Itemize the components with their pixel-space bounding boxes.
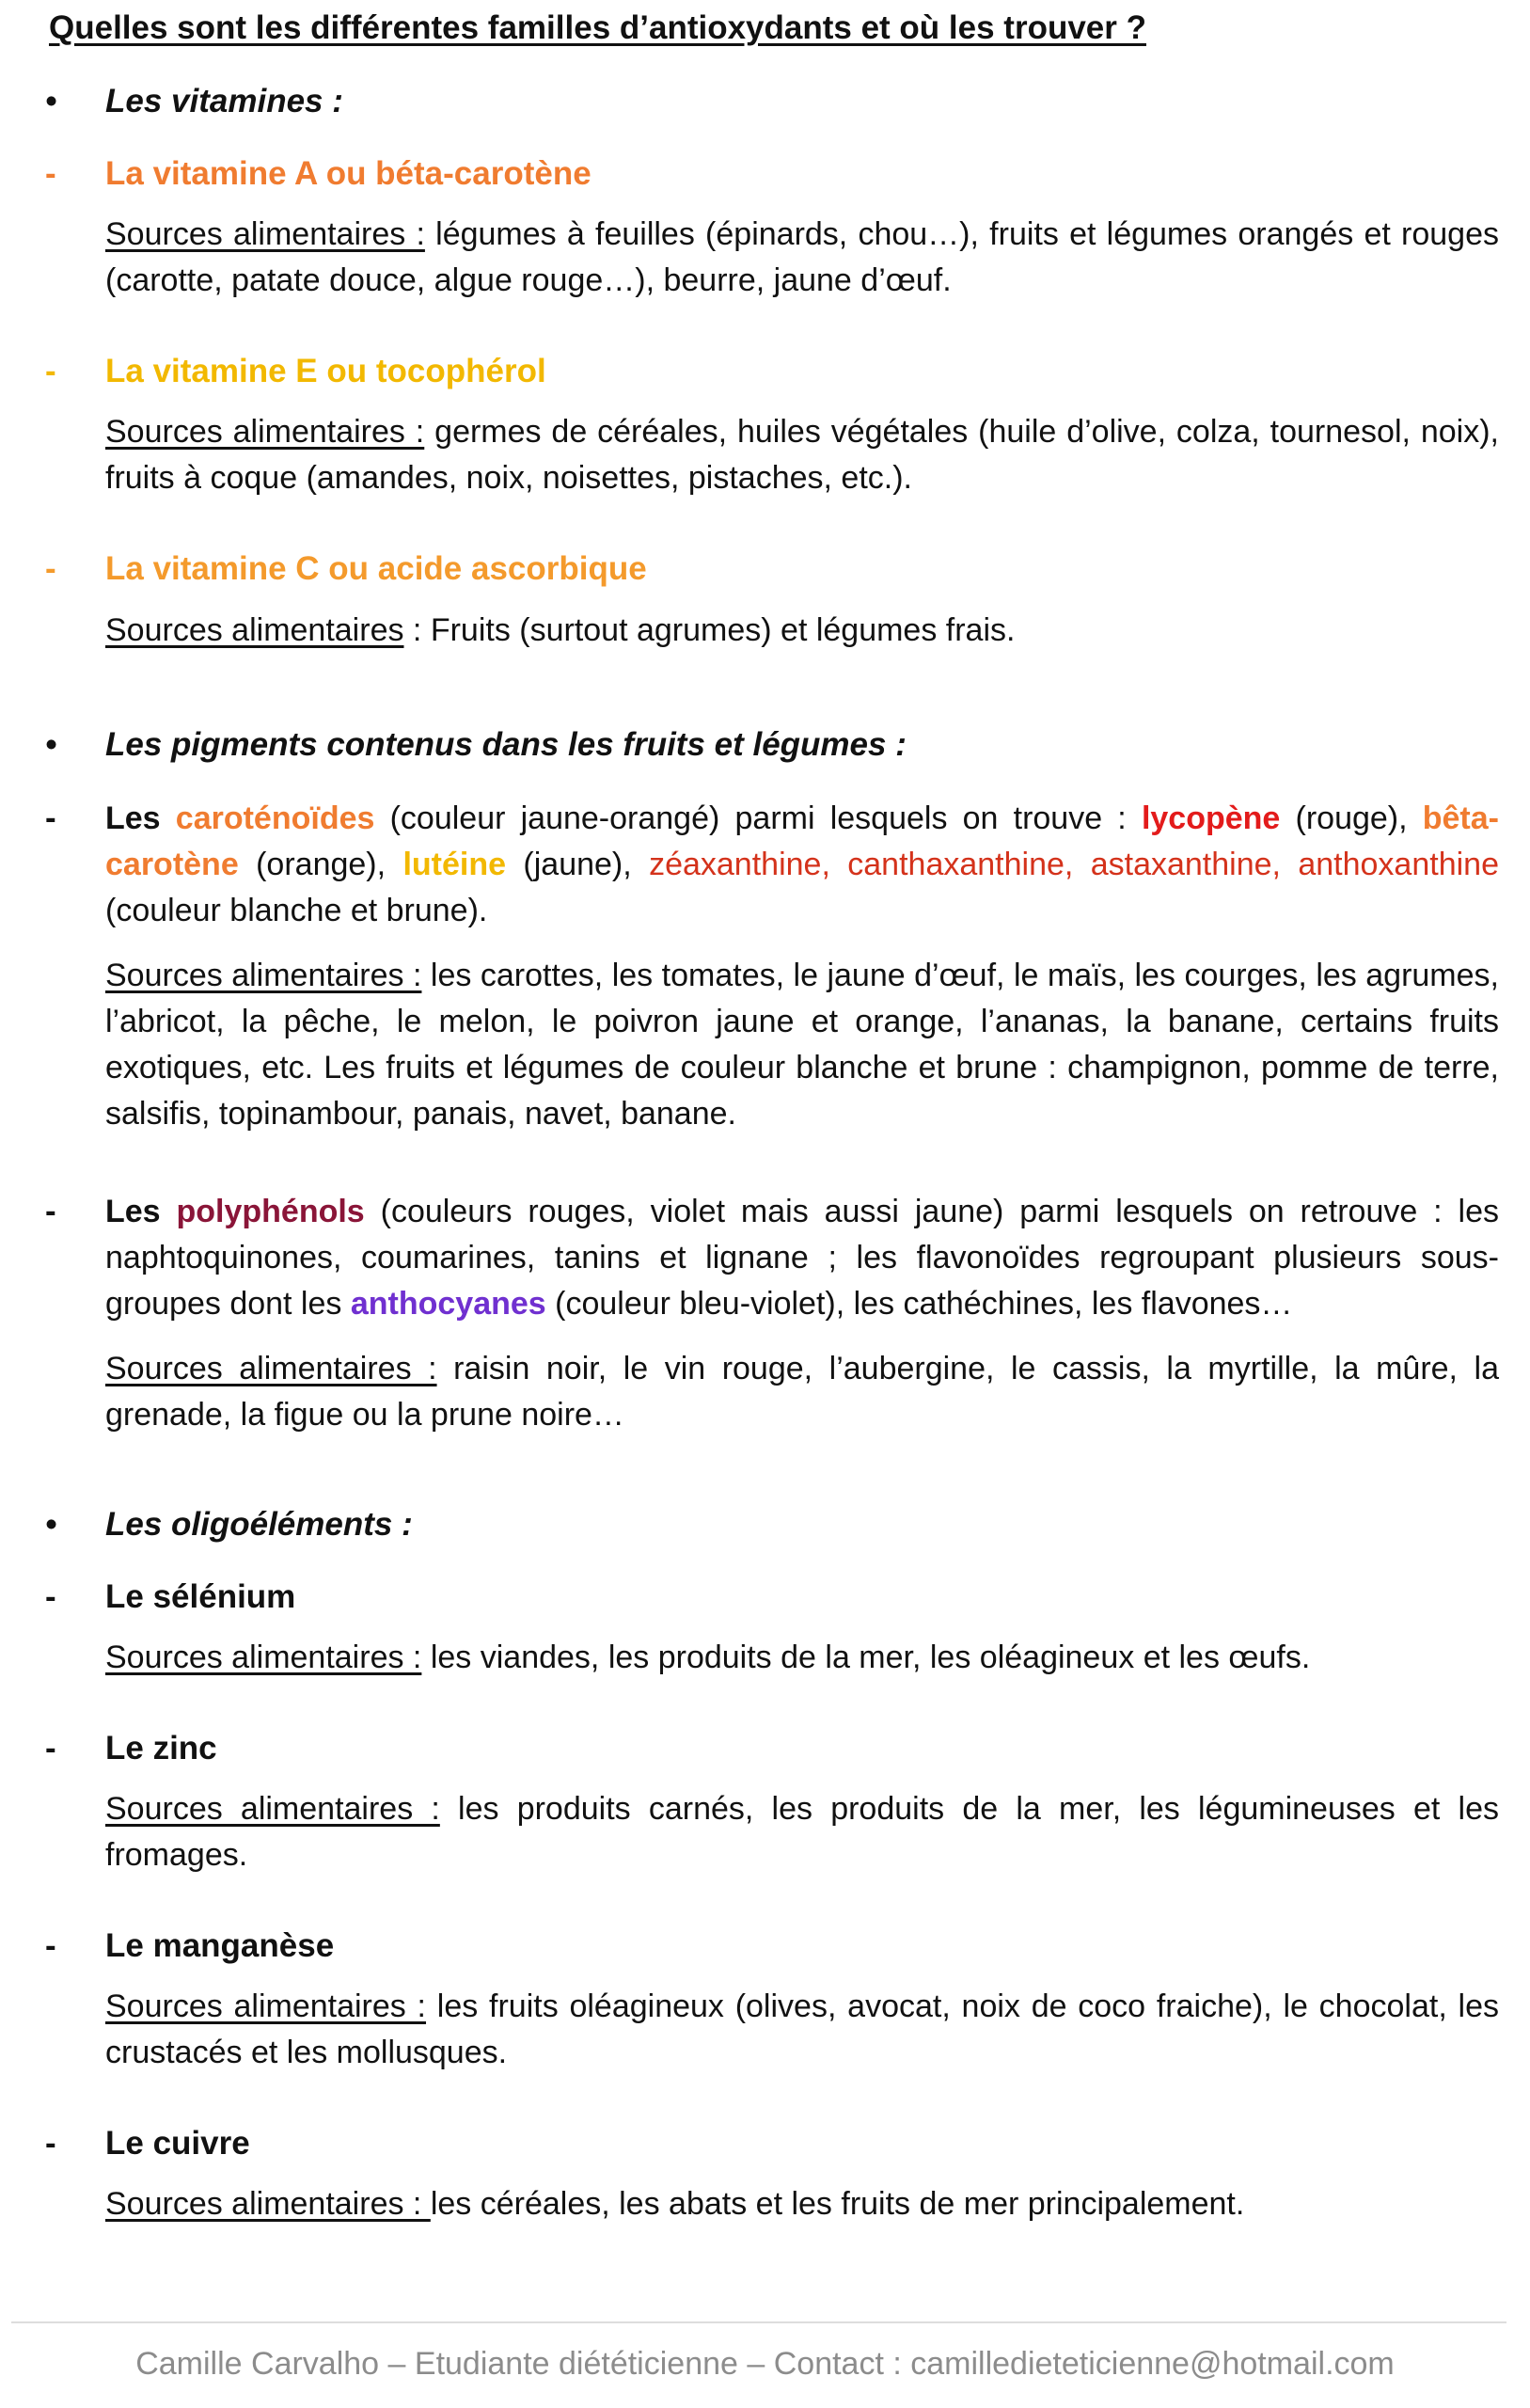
- sources-vitamin-e: [105, 409, 1499, 501]
- bullet-icon: •: [45, 726, 57, 763]
- sources-text: raisin noir, le vin rouge, l’aubergine, le cassis, la myrtille, la mûre, la grenade, la figue ou la prune noire…: [105, 1351, 1499, 1433]
- bullet-icon: •: [45, 1506, 57, 1543]
- sources-text: les produits carnés, les produits de la mer, les légumineuses et les fromages.: [105, 1791, 1499, 1873]
- item-label: La vitamine A ou béta-carotène: [105, 155, 591, 192]
- carotenoids-term: caroténoïdes: [175, 800, 375, 836]
- sources-text: les carottes, les tomates, le jaune d’œuf, le maïs, les courges, les agrumes, l’abricot, la pêche, le melon, le poivron jaune et orange, l’ananas, la banane, certains fruits exotiques, etc. Les fruits et légumes de couleur blanche et brune : champignon, pomme de terre, salsifis, topinambour, panais, navet, banane.: [105, 958, 1499, 1132]
- sources-vitamin-a: [105, 212, 1499, 304]
- item-label: Le cuivre: [105, 2125, 250, 2162]
- sources-vitamin-c: [105, 608, 1499, 654]
- anthocyanes-term: anthocyanes: [350, 1286, 546, 1322]
- sources-text: les céréales, les abats et les fruits de mer principalement.: [430, 2186, 1245, 2222]
- other-carotenoids-terms: zéaxanthine, canthaxanthine, astaxanthine, anthoxanthine: [649, 847, 1499, 882]
- luteine-term: lutéine: [402, 847, 507, 882]
- dash-marker: -: [45, 155, 56, 192]
- dash-marker: -: [45, 353, 56, 389]
- sources-label: Sources alimentaires :: [105, 1640, 422, 1675]
- sources-text: les viandes, les produits de la mer, les oléagineux et les œufs.: [421, 1640, 1311, 1675]
- dash-marker: -: [45, 1193, 56, 1229]
- sources-manganese: [105, 1984, 1499, 2076]
- dash-marker: -: [45, 550, 56, 587]
- dash-marker: -: [45, 800, 56, 836]
- page-title: Quelles sont les différentes familles d’antioxydants et où les trouver ?: [49, 9, 1146, 46]
- carotenoids-description: Les caroténoïdes (couleur jaune-orangé) parmi lesquels on trouve : lycopène (rouge), bêta-carotène (orange), lutéine (jaune), zéaxanthine, canthaxanthine, astaxanthine, anthoxanthine (couleur blanche et brune).: [105, 800, 1499, 928]
- polyphenols-term: polyphénols: [176, 1194, 365, 1229]
- sources-label: Sources alimentaires :: [105, 2186, 431, 2222]
- dash-marker: -: [45, 1730, 56, 1766]
- sources-text: germes de céréales, huiles végétales (huile d’olive, colza, tournesol, noix), fruits à coque (amandes, noix, noisettes, pistaches, etc.).: [105, 414, 1499, 496]
- sources-text: légumes à feuilles (épinards, chou…), fruits et légumes orangés et rouges (carotte, patate douce, algue rouge…), beurre, jaune d’œuf.: [105, 216, 1499, 298]
- sources-label: Sources alimentaires :: [105, 958, 422, 993]
- document-page: Quelles sont les différentes familles d’antioxydants et où les trouver ? • Les vitamines : - La vitamine A ou béta-carotène Sources alimentaires : légumes à feuilles (épinards, chou…), fruits et légumes orangés et rouges (carotte, patate douce, algue rouge…), beurre, jaune d’œuf. - La vitamine E ou tocophérol Sources alimentaires : germes de céréales, huiles végétales (huile d’olive, colza, tournesol, noix), fruits à coque (amandes, noix, noisettes, pistaches, etc.). - La vitamine C ou acide ascorbique Sources alimentaires : Fruits (surtout agrumes) et légumes frais. • Les pigments contenus dans les fruits et légumes : - Les caroténoïdes (couleur jaune-orangé) parmi lesquels on trouve : lycopène (rouge), bêta-carotène (orange), lutéine (jaune), zéaxanthine, canthaxanthine, astaxanthine, anthoxanthine (couleur blanche et brune). Sources alimentaires : les carottes, les tomates, le jaune d’œuf, le maïs, les courges, les agrumes, l’abricot, la pêche, le melon, le poivron jaune et orange, l’ananas, la banane, certains fruits exotiques, etc. Les fruits et légumes de couleur blanche et brune : champignon, pomme de terre, salsifis, topinambour, panais, navet, banane. - Les polyphénols (couleurs rouges, violet mais aussi jaune) parmi lesquels on retrouve : les naphtoquinones, coumarines, tanins et lignane ; les flavonoïdes regroupant plusieurs sous-groupes dont les anthocyanes (couleur bleu-violet), les cathéchines, les flavones… Sources alimentaires : raisin noir, le vin rouge, l’aubergine, le cassis, la myrtille, la mûre, la grenade, la figue ou la prune noire… • Les oligoéléments : - Le sélénium Sources alimentaires : les viandes, les produits de la mer, les oléagineux et les œufs. - Le zinc Sources alimentaires : les produits carnés, les produits de la mer, les légumineuses et les fromages. - Le manganèse Sources alimentaires : les fruits oléagineux (olives, avocat, noix de coco fraiche), le chocolat, les crustacés et les mollusques. - Le cuivre Sources alimentaires : les céréales, les abats et les fruits de mer principalement. Camille Carvalho – Etudiante diététicienne – Contact : camilledieteticienne@hotmail.com: [0, 0, 1530, 2408]
- sources-selenium: [105, 1635, 1499, 1681]
- sources-label: Sources alimentaires :: [105, 1988, 427, 2024]
- item-label: Le sélénium: [105, 1578, 296, 1615]
- item-label: La vitamine E ou tocophérol: [105, 353, 546, 389]
- sources-cuivre: [105, 2181, 1499, 2227]
- sources-label: Sources alimentaires :: [105, 1351, 437, 1386]
- dash-marker: -: [45, 2125, 56, 2162]
- dash-marker: -: [45, 1578, 56, 1615]
- sources-text: : Fruits (surtout agrumes) et légumes frais.: [403, 612, 1016, 648]
- footer-divider: [11, 2321, 1506, 2323]
- sources-zinc: [105, 1786, 1499, 1878]
- item-label: Le manganèse: [105, 1927, 335, 1964]
- item-label: Le zinc: [105, 1730, 217, 1766]
- betacarotene-term: bêta-carotène: [105, 800, 1499, 882]
- sources-label: Sources alimentaires :: [105, 1791, 440, 1827]
- page-footer: Camille Carvalho – Etudiante diététicienne – Contact : camilledieteticienne@hotmail.com: [135, 2346, 1395, 2382]
- sources-polyphenols: [105, 1346, 1499, 1438]
- sources-text: les fruits oléagineux (olives, avocat, noix de coco fraiche), le chocolat, les crustacés et les mollusques.: [105, 1988, 1499, 2070]
- bullet-icon: •: [45, 83, 57, 119]
- lycopene-term: lycopène: [1141, 800, 1281, 836]
- sources-label: Sources alimentaires: [105, 612, 404, 648]
- sources-carotenoids: [105, 953, 1499, 1137]
- sources-label: Sources alimentaires :: [105, 414, 425, 450]
- item-label: La vitamine C ou acide ascorbique: [105, 550, 647, 587]
- sources-label: Sources alimentaires :: [105, 216, 425, 252]
- dash-marker: -: [45, 1927, 56, 1964]
- polyphenols-description: Les polyphénols (couleurs rouges, violet mais aussi jaune) parmi lesquels on retrouve : les naphtoquinones, coumarines, tanins et lignane ; les flavonoïdes regroupant plusieurs sous-groupes dont les anthocyanes (couleur bleu-violet), les cathéchines, les flavones…: [105, 1194, 1499, 1322]
